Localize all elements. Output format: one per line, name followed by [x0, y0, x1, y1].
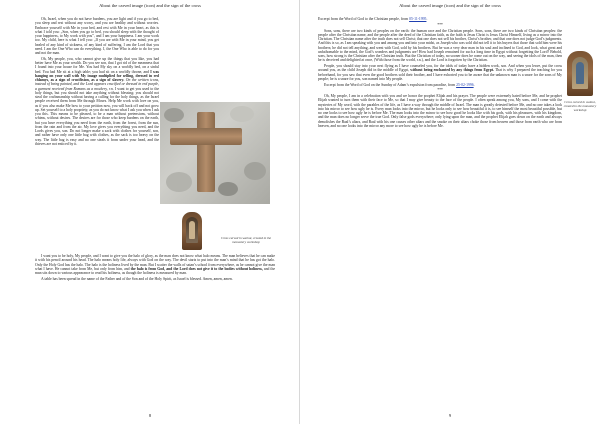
left-page-number: 8 — [148, 413, 152, 418]
excerpt-heading-2: Excerpt from the Word of God on the Sunday of Adam’s expulsion from paradise, from 25-02-1996. — [324, 82, 475, 87]
left-italic-note: On the written icons, instead of being painted, and the Lord appears crucified or dressed in red purple, a garment received from Romans as a mockery, r.n. — [35, 78, 159, 91]
left-figure-caption: Cross carved in walnut, created in the monastery workshop — [220, 236, 272, 244]
carved-cross-photo — [160, 102, 270, 204]
carved-icon-photo — [182, 212, 202, 250]
left-paragraph-2: Oh, My people, you, who cannot give up the things that you like, you had better have Me as your wealth. Do you see son, that I got rid of the meanness that I found into your house for Me. You had My sky on a worldly bed, on a sinful bed. You had Me sit at a high table; you had sit on a worldly throne, and I was hanging on your wall with My image multiplied for selling, dressed in red chlamys, as a sign of crucifixion, as a sign of slavery. On the written icons, instead of being painted, and the Lord appears crucified or dressed in red purple, a garment received from Romans as a mockery, r.n. I want to get you used to the holy things, but you should not take anything without blessing; you should not steal the craftsmanship without having a calling for the holy things, as the Israel people received them from Me through Moses. Help Me work with love on you, as if you also make Me bow to your petition now, you will back off and not grow up. Set yourself to a holy propriety, as you do not know what I ask you when I ask you this. This means to be pleased, to be a man without pretensions, without whims, without desires. The desires are for those who keep burdens on the earth, but you have everything you need from the earth, from the forest, from the sun, from the rain and from the air. My love gives you everything you need, and the Lords gives you, son. Do not longer make a sack with clothes for yourself, son, and rather have only one little bag with clothes, as the sack is too heavy on the way. The little bag is easy and no one steals it from under your head, and the thieves are not enticed by it. — [35, 56, 159, 146]
left-paragraph-1: Oh, Israel, when you do not have burdens, you are light and if you go to bed, you sleep and rest without any worry, and you are healthy and without worries. Embrace yourself with Me in your bed, and rest with Me in your heart, as this is what I told you: „Son, when you go to bed, you should sleep with the thought of your happiness, to My work with you”, and I am your happiness. I am your work too. My child, here is what I tell you: „If you are with Me in your mind, you get healed of any kind of sickness, of any kind of suffering. I am the Lord that you need. I am the One Who can do everything. I, the One Who is able to do for you and not the man. — [35, 17, 159, 55]
excerpt-date-link-2[interactable]: 25-02-1996 — [456, 82, 474, 87]
right-paragraph-2: People, you should stay into your nest flying as I have counseled you, for the idols of today have a hidden work, son. And when you leave, put the cross around you, as the child Joseph did in the middle of Egypt, without being enchanted by any things from Egypt. That is why I prepared the teaching for you beforehand, for you saw that even the good brothers sold their brother, and I have exhorted you to be aware that the unknown man is a snare for the sons of My people; he is a snare for you, son named into My people. — [318, 64, 562, 81]
left-paragraph-4: A table has been spread in the name of the Father and of the Son and of the Holy Spirit, as Israel is blessed. Amen, amen, amen. — [41, 276, 233, 281]
excerpt-date-link-1[interactable]: 05-11-1995 — [409, 17, 427, 21]
left-upper-column — [35, 17, 159, 148]
right-page — [300, 0, 600, 424]
left-lower-column — [35, 254, 275, 283]
right-paragraph-1: Sons, sons, there are two kinds of peoples on the earth: the human race and the Christian people. Sons, sons, there are two kinds of Christian peoples: the people after the Christian name, and the people after the deed of the Christian faith, as the faith is Jesus Christ is Jesus Christ Himself, living as a mirror into the Christian. The Christian name after the truth does not sell Christ; that one does not sell his brother, Christ’s brother, and that one does not judge God’s judgments. And this is so, as I am speaking with you and among you and into your midst, as Joseph who was sold did not tell it to his buyers that those that sold him were his brothers; he did not tell anything, and went with God, sold by his brothers. But he was a very dear man in his soul and inclined to God, and look, what great and unfathomable to the mind, the God’s wonders and judgments are! How had Joseph remained for such a long time in Egypt without forgetting the Lord? Behold, sons, how strong is the Christian after the Christian truth. But the Christian of today, no sooner does he come out on the way, and seeing the idols of the man, then he is deceived and delighted at once, (With those from the world, r.n.), and the Lord is forgotten by the Christian. — [318, 28, 562, 63]
left-paragraph-3: I want you to be holy, My people, and I want to give you the halo of glory, as the man does not know what halo means. The man believes that he can make it with his pencil around his head. The halo means holy life, always with God on the way. The devil starts to put into the man’s mind that he has got the halo. Only the Holy God has the halo. The halo is the holiness lived by the man. But I scatter the walls of satan’s school from everywhere, as he cannot give the man what I have. He cannot take from Me, but only from him, and the halo is from God, and the Lord does not give it to the bodies without holiness, and the man sits down to various appearance to read his holiness, as though the holiness is measured by man. — [35, 254, 276, 275]
right-carved-icon-photo — [567, 51, 593, 96]
stars-separator-2: *** — [437, 88, 443, 93]
left-bold-passage-2: the halo is from God, and the Lord does not give it to the bodies without holiness, — [130, 266, 263, 271]
right-page-number: 9 — [448, 413, 452, 418]
cross-horizontal-beam — [170, 128, 242, 145]
right-paragraph-3: Oh, My people, I am in a celebration with you and we honor the prophet Elijah and his prayer. The people were extremely hated before Me, and he prophet Elijah wanted to turn them with their face to Me, so that I may give beauty to the face of the people. I often speak among you, My sons, and I come with the mysteries of My word, with the parables of the life, as I have a way through the middle of Israel. The man is greatly detested before Me, and no one takes a look into his mirror to see how ugly he is. Every man looks into the mirror, but he looks only to see how beautiful it is, to see himself the most beautiful possible, but no one looks to see how ugly he is before Me. The man looks into the mirror to see how good he looks like with his gods, with his pleasures, with his kingdom, and the man does no longer serve the true God. Only false gods everywhere; only lying upon the man, and the prophet Elijah goes down on the earth and always demolishes the Baal’s altars, and Baal with his one causes other altars and the smoke on their altars choke those from heaven and those from earth who are from heaven, and no one looks into the mirror any more to see how ugly he is before Me. — [318, 94, 562, 128]
excerpt-heading-1: Excerpt from the Word of God to the Christian people, from 05-11-1995. — [318, 17, 428, 21]
left-bold-passage-1: I was hanging on your wall with My image multiplied for selling, dressed in red chlamys, as a sign of crucifixion, as a sign of slavery. — [35, 69, 159, 82]
right-running-head: About the carved image (icon) and the sign of the cross — [399, 3, 501, 8]
stars-separator-1: *** — [437, 22, 443, 27]
cross-vertical-beam — [197, 112, 215, 192]
right-column — [318, 17, 562, 130]
left-running-head: About the carved image (icon) and the sign of the cross — [99, 3, 201, 8]
right-figure-caption: Cross carved in walnut, created in the monastery workshop — [563, 100, 597, 112]
right-bold-passage: without being enchanted by any things from Egypt. — [410, 68, 494, 73]
